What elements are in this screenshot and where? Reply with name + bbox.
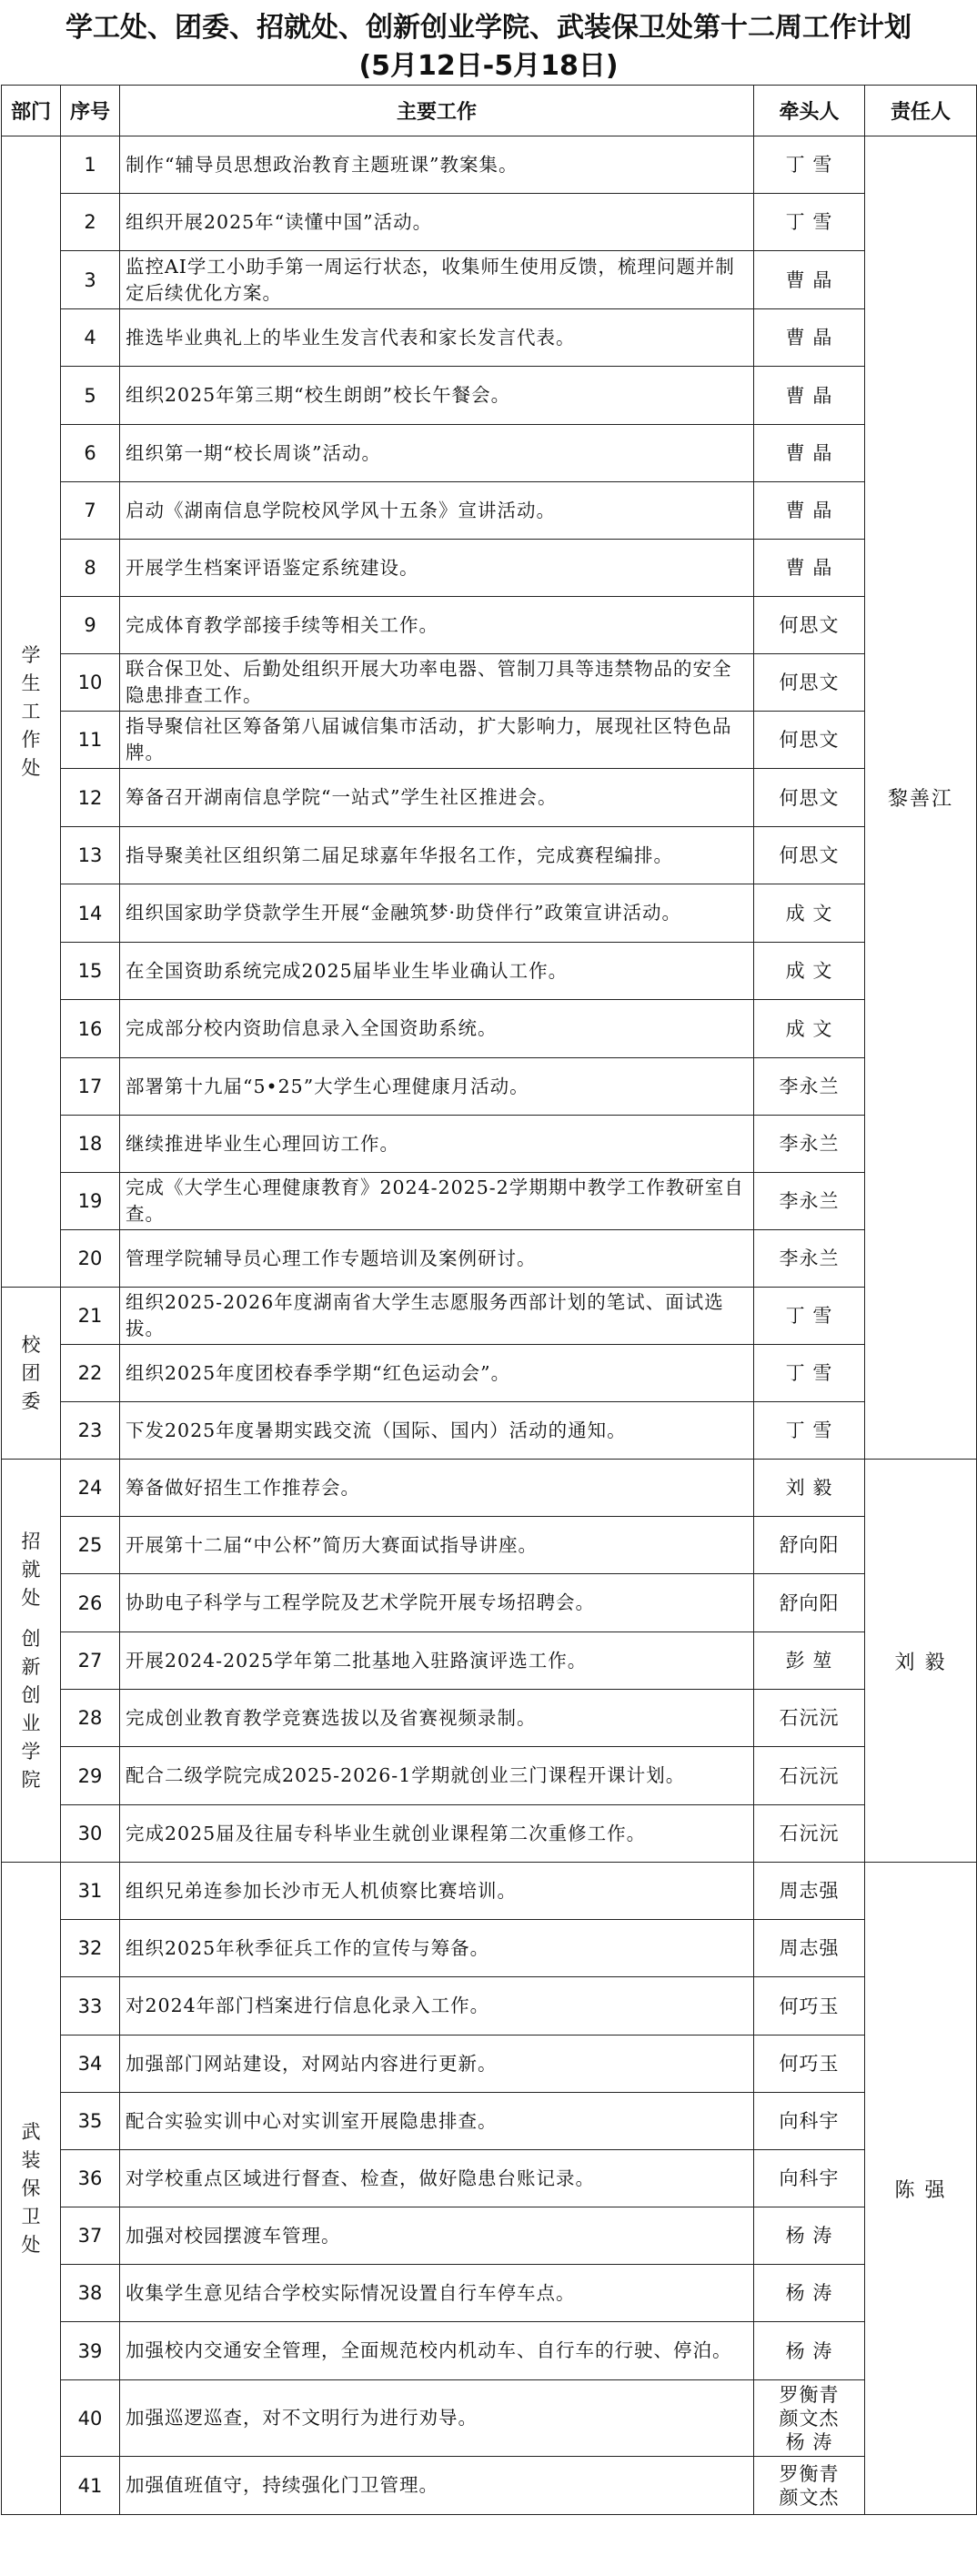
table-row <box>2 597 977 654</box>
row-number: 24 <box>61 1460 120 1517</box>
lead-person-cell <box>754 2265 865 2322</box>
table-row <box>2 540 977 597</box>
task-description: 指导聚信社区筹备第八届诚信集市活动，扩大影响力，展现社区特色品牌。 <box>120 712 754 769</box>
table-row <box>2 251 977 309</box>
lead-person-cell <box>754 1402 865 1460</box>
lead-person: 李永兰 <box>779 1133 840 1155</box>
task-description: 开展第十二届“中公杯”简历大赛面试指导讲座。 <box>120 1517 754 1574</box>
department-cell <box>2 1288 61 1460</box>
row-number: 23 <box>61 1402 120 1460</box>
department-name-secondary: 创新创业学院 <box>21 1627 41 1791</box>
table-row <box>2 1000 977 1058</box>
row-number: 2 <box>61 194 120 251</box>
lead-person: 成 文 <box>785 1017 833 1040</box>
table-row <box>2 194 977 251</box>
task-description: 继续推进毕业生心理回访工作。 <box>120 1116 754 1173</box>
lead-person: 何巧玉 <box>779 1995 840 2017</box>
row-number: 14 <box>61 884 120 943</box>
table-row <box>2 1460 977 1517</box>
lead-person: 曹 晶 <box>785 500 833 521</box>
lead-person-cell <box>754 367 865 425</box>
table-row <box>2 884 977 943</box>
row-number: 31 <box>61 1863 120 1920</box>
lead-person: 刘 毅 <box>785 1477 833 1499</box>
lead-person: 李永兰 <box>779 1076 840 1097</box>
lead-person-cell <box>754 1058 865 1116</box>
document-title-block <box>0 0 977 85</box>
task-description: 完成创业教育教学竞赛选拔以及省赛视频录制。 <box>120 1690 754 1747</box>
lead-person-cell <box>754 712 865 769</box>
task-description: 组织2025年度团校春季学期“红色运动会”。 <box>120 1345 754 1402</box>
lead-person-cell <box>754 2093 865 2150</box>
task-description: 组织2025年秋季征兵工作的宣传与筹备。 <box>120 1920 754 1977</box>
lead-person: 彭 堃 <box>785 1650 833 1672</box>
document-title: 学工处、团委、招就处、创新创业学院、武装保卫处第十二周工作计划 <box>65 12 912 44</box>
task-description: 开展2024-2025学年第二批基地入驻路演评选工作。 <box>120 1632 754 1690</box>
lead-person-cell <box>754 597 865 654</box>
lead-person-cell <box>754 1574 865 1632</box>
task-description: 协助电子科学与工程学院及艺术学院开展专场招聘会。 <box>120 1574 754 1632</box>
task-description: 组织国家助学贷款学生开展“金融筑梦·助贷伴行”政策宣讲活动。 <box>120 884 754 943</box>
table-row <box>2 1402 977 1460</box>
row-number: 21 <box>61 1288 120 1345</box>
task-description: 组织第一期“校长周谈”活动。 <box>120 425 754 482</box>
table-row <box>2 2207 977 2265</box>
lead-person-cell <box>754 2036 865 2093</box>
lead-person: 何思文 <box>779 729 840 751</box>
table-row <box>2 425 977 482</box>
task-description: 指导聚美社区组织第二届足球嘉年华报名工作，完成赛程编排。 <box>120 827 754 884</box>
table-row <box>2 1805 977 1863</box>
task-description: 监控AI学工小助手第一周运行状态，收集师生使用反馈，梳理问题并制定后续优化方案。 <box>120 251 754 309</box>
lead-person-cell <box>754 1345 865 1402</box>
task-description: 完成体育教学部接手续等相关工作。 <box>120 597 754 654</box>
row-number: 12 <box>61 769 120 827</box>
table-row <box>2 712 977 769</box>
lead-person: 曹 晶 <box>785 327 833 349</box>
lead-person-cell <box>754 827 865 884</box>
department-name: 武装保卫处 <box>21 2120 41 2256</box>
lead-person: 杨 涛 <box>785 2339 833 2362</box>
task-description: 完成部分校内资助信息录入全国资助系统。 <box>120 1000 754 1058</box>
row-number: 11 <box>61 712 120 769</box>
lead-person-cell <box>754 540 865 597</box>
lead-person: 石沅沅 <box>779 1707 840 1729</box>
lead-person: 杨 涛 <box>785 2225 833 2247</box>
row-number: 18 <box>61 1116 120 1173</box>
lead-person: 曹 晶 <box>785 557 833 579</box>
lead-person-cell <box>754 1920 865 1977</box>
lead-person: 曹 晶 <box>785 268 833 291</box>
row-number: 33 <box>61 1977 120 2036</box>
responsible-person: 黎善江 <box>865 136 977 1460</box>
lead-person: 何思文 <box>779 786 840 809</box>
table-row <box>2 1690 977 1747</box>
row-number: 32 <box>61 1920 120 1977</box>
lead-person: 何思文 <box>779 614 840 636</box>
lead-person: 曹 晶 <box>785 384 833 407</box>
lead-person-cell <box>754 1000 865 1058</box>
lead-person-cell <box>754 1977 865 2036</box>
lead-person-cell <box>754 1230 865 1288</box>
lead-person-cell <box>754 1863 865 1920</box>
task-description: 对2024年部门档案进行信息化录入工作。 <box>120 1977 754 2036</box>
table-row <box>2 1632 977 1690</box>
department-cell <box>2 1863 61 2515</box>
row-number: 16 <box>61 1000 120 1058</box>
lead-person: 丁 雪 <box>785 154 833 176</box>
lead-person-cell <box>754 136 865 194</box>
lead-person: 曹 晶 <box>785 442 833 464</box>
table-row <box>2 2150 977 2207</box>
lead-person-cell <box>754 1288 865 1345</box>
lead-person: 成 文 <box>785 960 833 982</box>
lead-person: 丁 雪 <box>785 1305 833 1327</box>
task-description: 完成2025届及往届专科毕业生就创业课程第二次重修工作。 <box>120 1805 754 1863</box>
row-number: 9 <box>61 597 120 654</box>
task-description: 管理学院辅导员心理工作专题培训及案例研讨。 <box>120 1230 754 1288</box>
row-number: 15 <box>61 943 120 1000</box>
table-row <box>2 482 977 540</box>
lead-person-cell <box>754 2322 865 2380</box>
header-lead: 牵头人 <box>754 86 865 136</box>
lead-person: 向科宇 <box>779 2167 840 2189</box>
lead-person-cell <box>754 1747 865 1805</box>
lead-person: 李永兰 <box>779 1190 840 1212</box>
lead-person-cell <box>754 1116 865 1173</box>
table-row <box>2 309 977 367</box>
lead-person: 罗衡青 <box>779 2462 840 2485</box>
task-description: 加强校内交通安全管理，全面规范校内机动车、自行车的行驶、停泊。 <box>120 2322 754 2380</box>
header-work: 主要工作 <box>120 86 754 136</box>
lead-person-cell <box>754 769 865 827</box>
document-subtitle: (5月12日-5月18日) <box>358 50 619 82</box>
table-row <box>2 1517 977 1574</box>
row-number: 26 <box>61 1574 120 1632</box>
lead-person: 成 文 <box>785 902 833 924</box>
table-row <box>2 1345 977 1402</box>
task-description: 组织2025年第三期“校生朗朗”校长午餐会。 <box>120 367 754 425</box>
row-number: 36 <box>61 2150 120 2207</box>
row-number: 27 <box>61 1632 120 1690</box>
task-description: 组织开展2025年“读懂中国”活动。 <box>120 194 754 251</box>
lead-person-cell <box>754 251 865 309</box>
table-row <box>2 1977 977 2036</box>
row-number: 20 <box>61 1230 120 1288</box>
task-description: 启动《湖南信息学院校风学风十五条》宣讲活动。 <box>120 482 754 540</box>
lead-person-cell <box>754 309 865 367</box>
lead-person: 周志强 <box>779 1880 840 1902</box>
department-name: 招就处 <box>21 1530 41 1609</box>
lead-person: 颜文杰 <box>779 2407 840 2430</box>
lead-person-cell <box>754 2150 865 2207</box>
lead-person-cell <box>754 654 865 712</box>
lead-person: 石沅沅 <box>779 1764 840 1787</box>
table-header-row <box>2 86 977 136</box>
table-row <box>2 1173 977 1230</box>
row-number: 29 <box>61 1747 120 1805</box>
table-body <box>2 136 977 2515</box>
lead-person: 何思文 <box>779 672 840 693</box>
task-description: 联合保卫处、后勤处组织开展大功率电器、管制刀具等违禁物品的安全隐患排查工作。 <box>120 654 754 712</box>
task-description: 加强值班值守，持续强化门卫管理。 <box>120 2457 754 2515</box>
table-row <box>2 1574 977 1632</box>
task-description: 筹备召开湖南信息学院“一站式”学生社区推进会。 <box>120 769 754 827</box>
department-cell <box>2 1460 61 1863</box>
task-description: 部署第十九届“5•25”大学生心理健康月活动。 <box>120 1058 754 1116</box>
row-number: 40 <box>61 2380 120 2457</box>
responsible-person: 陈 强 <box>865 1863 977 2515</box>
table-row <box>2 1116 977 1173</box>
task-description: 加强对校园摆渡车管理。 <box>120 2207 754 2265</box>
task-description: 配合二级学院完成2025-2026-1学期就创业三门课程开课计划。 <box>120 1747 754 1805</box>
task-description: 完成《大学生心理健康教育》2024-2025-2学期期中教学工作教研室自查。 <box>120 1173 754 1230</box>
row-number: 5 <box>61 367 120 425</box>
lead-person-cell <box>754 2380 865 2457</box>
lead-person-cell <box>754 1690 865 1747</box>
task-description: 加强巡逻巡查，对不文明行为进行劝导。 <box>120 2380 754 2457</box>
department-name: 校团委 <box>21 1333 41 1412</box>
lead-person-cell <box>754 1460 865 1517</box>
lead-person-cell <box>754 425 865 482</box>
lead-person-cell <box>754 1805 865 1863</box>
task-description: 组织2025-2026年度湖南省大学生志愿服务西部计划的笔试、面试选拔。 <box>120 1288 754 1345</box>
row-number: 19 <box>61 1173 120 1230</box>
table-row <box>2 1230 977 1288</box>
row-number: 37 <box>61 2207 120 2265</box>
responsible-person: 刘 毅 <box>865 1460 977 1863</box>
task-description: 组织兄弟连参加长沙市无人机侦察比赛培训。 <box>120 1863 754 1920</box>
table-row <box>2 367 977 425</box>
row-number: 13 <box>61 827 120 884</box>
lead-person: 周志强 <box>779 1937 840 1959</box>
row-number: 6 <box>61 425 120 482</box>
lead-person-cell <box>754 194 865 251</box>
department-name: 学生工作处 <box>21 643 41 779</box>
table-row <box>2 654 977 712</box>
lead-person: 舒向阳 <box>779 1534 840 1556</box>
header-resp: 责任人 <box>865 86 977 136</box>
lead-person: 何思文 <box>779 844 840 866</box>
row-number: 35 <box>61 2093 120 2150</box>
table-row <box>2 2380 977 2457</box>
row-number: 30 <box>61 1805 120 1863</box>
table-row <box>2 1747 977 1805</box>
row-number: 41 <box>61 2457 120 2515</box>
task-description: 开展学生档案评语鉴定系统建设。 <box>120 540 754 597</box>
table-row <box>2 2457 977 2515</box>
lead-person-cell <box>754 884 865 943</box>
table-row <box>2 827 977 884</box>
lead-person: 罗衡青 <box>779 2383 840 2406</box>
table-row <box>2 943 977 1000</box>
header-dept: 部门 <box>2 86 61 136</box>
task-description: 加强部门网站建设，对网站内容进行更新。 <box>120 2036 754 2093</box>
table-row <box>2 1920 977 1977</box>
row-number: 17 <box>61 1058 120 1116</box>
lead-person: 李永兰 <box>779 1248 840 1269</box>
table-row <box>2 2322 977 2380</box>
lead-person-cell <box>754 2457 865 2515</box>
lead-person: 丁 雪 <box>785 211 833 233</box>
row-number: 7 <box>61 482 120 540</box>
header-seq: 序号 <box>61 86 120 136</box>
lead-person: 向科宇 <box>779 2110 840 2132</box>
table-row <box>2 136 977 194</box>
row-number: 1 <box>61 136 120 194</box>
row-number: 25 <box>61 1517 120 1574</box>
lead-person-cell <box>754 943 865 1000</box>
table-row <box>2 2265 977 2322</box>
task-description: 对学校重点区域进行督查、检查，做好隐患台账记录。 <box>120 2150 754 2207</box>
lead-person: 杨 涛 <box>785 2282 833 2304</box>
lead-person: 丁 雪 <box>785 1362 833 1384</box>
lead-person: 舒向阳 <box>779 1591 840 1614</box>
row-number: 34 <box>61 2036 120 2093</box>
row-number: 10 <box>61 654 120 712</box>
task-description: 推选毕业典礼上的毕业生发言代表和家长发言代表。 <box>120 309 754 367</box>
row-number: 8 <box>61 540 120 597</box>
table-row <box>2 1058 977 1116</box>
row-number: 28 <box>61 1690 120 1747</box>
lead-person-cell <box>754 1173 865 1230</box>
lead-person: 何巧玉 <box>779 2053 840 2075</box>
lead-person-cell <box>754 482 865 540</box>
table-row <box>2 769 977 827</box>
department-cell <box>2 136 61 1288</box>
task-description: 下发2025年度暑期实践交流（国际、国内）活动的通知。 <box>120 1402 754 1460</box>
lead-person: 石沅沅 <box>779 1823 840 1844</box>
task-description: 制作“辅导员思想政治教育主题班课”教案集。 <box>120 136 754 194</box>
row-number: 4 <box>61 309 120 367</box>
row-number: 3 <box>61 251 120 309</box>
lead-person-cell <box>754 2207 865 2265</box>
lead-person: 颜文杰 <box>779 2486 840 2509</box>
task-description: 在全国资助系统完成2025届毕业生毕业确认工作。 <box>120 943 754 1000</box>
table-row <box>2 2036 977 2093</box>
lead-person: 杨 涛 <box>785 2430 833 2453</box>
row-number: 39 <box>61 2322 120 2380</box>
table-row <box>2 1288 977 1345</box>
lead-person: 丁 雪 <box>785 1419 833 1441</box>
work-plan-table <box>1 85 977 2515</box>
lead-person-cell <box>754 1517 865 1574</box>
task-description: 配合实验实训中心对实训室开展隐患排查。 <box>120 2093 754 2150</box>
task-description: 筹备做好招生工作推荐会。 <box>120 1460 754 1517</box>
table-row <box>2 1863 977 1920</box>
row-number: 38 <box>61 2265 120 2322</box>
lead-person-cell <box>754 1632 865 1690</box>
table-row <box>2 2093 977 2150</box>
task-description: 收集学生意见结合学校实际情况设置自行车停车点。 <box>120 2265 754 2322</box>
row-number: 22 <box>61 1345 120 1402</box>
